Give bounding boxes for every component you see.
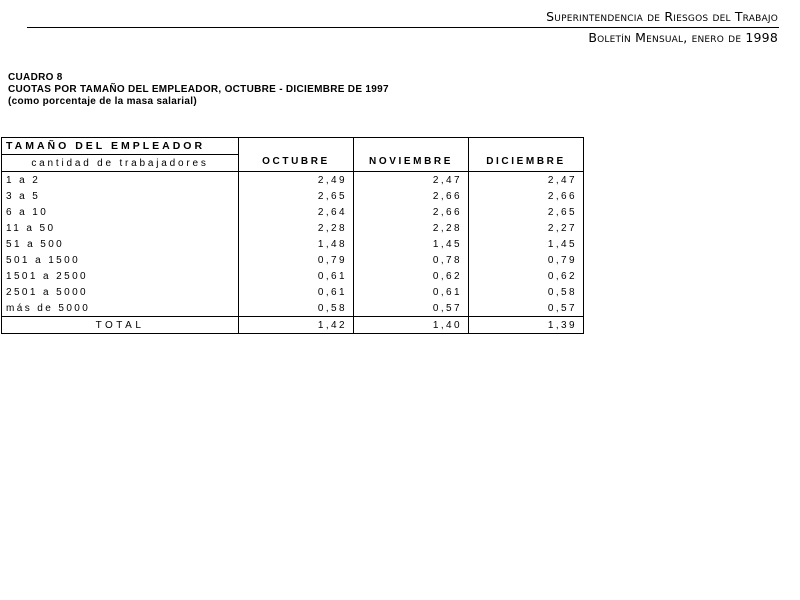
table-row — [2, 284, 584, 300]
col-header-diciembre: DICIEMBRE — [469, 138, 584, 172]
row-label: 2501 a 5000 — [2, 284, 239, 300]
institution-title: Superintendencia de Riesgos del Trabajo — [546, 9, 778, 24]
cell-value: 2,49 — [239, 172, 354, 189]
cell-value: 1,48 — [239, 236, 354, 252]
total-value: 1,40 — [354, 317, 469, 334]
cell-value: 0,62 — [469, 268, 584, 284]
quota-table — [1, 137, 584, 334]
cell-value: 2,27 — [469, 220, 584, 236]
row-label: 501 a 1500 — [2, 252, 239, 268]
table-caption — [8, 72, 389, 108]
cell-value: 2,47 — [469, 172, 584, 189]
table-row — [2, 172, 584, 189]
sub-header: cantidad de trabajadores — [2, 155, 239, 172]
total-row — [2, 317, 584, 334]
cell-value: 2,66 — [469, 188, 584, 204]
cell-value: 2,65 — [239, 188, 354, 204]
cell-value: 1,45 — [354, 236, 469, 252]
cell-value: 0,61 — [354, 284, 469, 300]
cell-value: 2,64 — [239, 204, 354, 220]
row-label: 6 a 10 — [2, 204, 239, 220]
total-label: TOTAL — [2, 317, 239, 334]
cell-value: 0,79 — [239, 252, 354, 268]
cell-value: 1,45 — [469, 236, 584, 252]
col-header-octubre: OCTUBRE — [239, 138, 354, 172]
table-row — [2, 300, 584, 317]
cell-value: 0,61 — [239, 268, 354, 284]
caption-title: CUOTAS POR TAMAÑO DEL EMPLEADOR, OCTUBRE - DICIEMBRE DE 1997 — [8, 84, 389, 95]
cell-value: 0,78 — [354, 252, 469, 268]
cell-value: 0,57 — [354, 300, 469, 317]
table-row — [2, 268, 584, 284]
col-header-noviembre: NOVIEMBRE — [354, 138, 469, 172]
caption-subtitle: (como porcentaje de la masa salarial) — [8, 96, 197, 107]
cell-value: 2,65 — [469, 204, 584, 220]
row-label: 1 a 2 — [2, 172, 239, 189]
cell-value: 0,58 — [469, 284, 584, 300]
cell-value: 2,66 — [354, 204, 469, 220]
table-row — [2, 252, 584, 268]
cell-value: 2,28 — [354, 220, 469, 236]
row-label: 11 a 50 — [2, 220, 239, 236]
row-label: 3 a 5 — [2, 188, 239, 204]
table-row — [2, 204, 584, 220]
cell-value: 0,79 — [469, 252, 584, 268]
cell-value: 2,66 — [354, 188, 469, 204]
group-header: TAMAÑO DEL EMPLEADOR — [2, 138, 239, 155]
header-divider — [27, 27, 779, 28]
table-row — [2, 188, 584, 204]
row-label: 51 a 500 — [2, 236, 239, 252]
cell-value: 0,61 — [239, 284, 354, 300]
total-value: 1,39 — [469, 317, 584, 334]
caption-number: CUADRO 8 — [8, 72, 63, 83]
row-label: más de 5000 — [2, 300, 239, 317]
cell-value: 2,28 — [239, 220, 354, 236]
cell-value: 0,62 — [354, 268, 469, 284]
cell-value: 0,58 — [239, 300, 354, 317]
table-row — [2, 236, 584, 252]
row-label: 1501 a 2500 — [2, 268, 239, 284]
cell-value: 2,47 — [354, 172, 469, 189]
total-value: 1,42 — [239, 317, 354, 334]
table-row — [2, 220, 584, 236]
cell-value: 0,57 — [469, 300, 584, 317]
bulletin-title: Boletín Mensual, enero de 1998 — [588, 30, 778, 45]
